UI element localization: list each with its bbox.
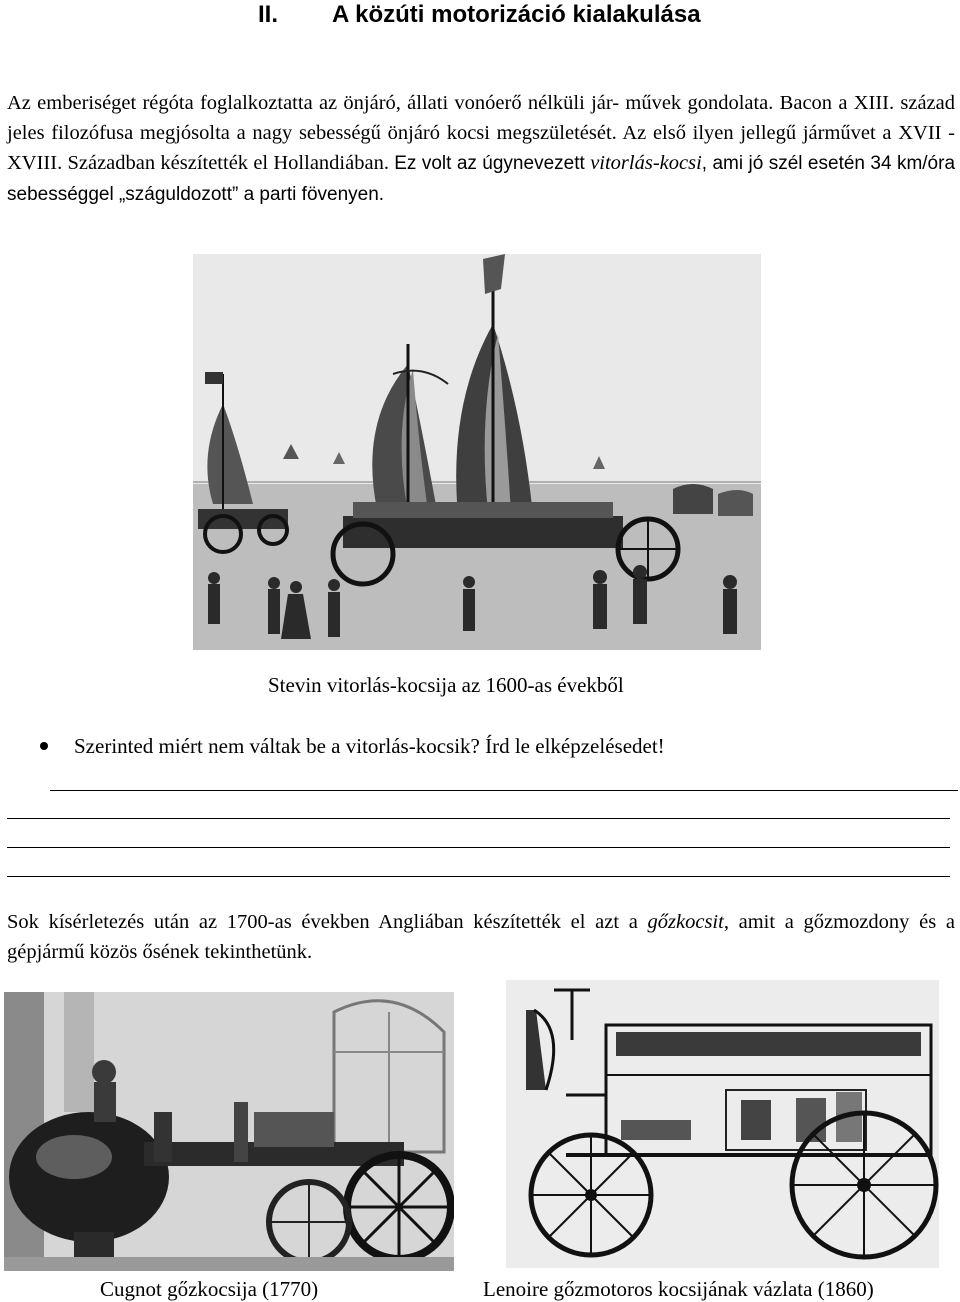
steam-paragraph-start: Sok kísérletezés után az 1700-as években Angliában készítették el azt a xyxy=(7,911,648,933)
cugnot-steam-carriage-image xyxy=(4,992,454,1271)
answer-line-2[interactable] xyxy=(7,818,950,819)
cugnot-illustration xyxy=(4,992,454,1271)
intro-paragraph xyxy=(7,88,955,210)
intro-sentence-2-end: , ami jó szél esetén 34 km/óra sebességgel „száguldozott” a parti fövenyen. xyxy=(7,153,956,205)
steam-car-paragraph xyxy=(7,907,955,967)
figure2-caption: Cugnot gőzkocsija (1770) xyxy=(100,1277,319,1301)
steam-car-term: gőzkocsit xyxy=(647,911,724,933)
section-title: A közúti motorizáció kialakulása xyxy=(332,1,701,28)
intro-sentences: Az emberiséget régóta foglalkoztatta az önjáró, állati vonóerő nélküli jár- művek gondolata. Bacon a XIII. század jeles filozófusa megjósolta a nagy sebességű önjáró kocsi megszületését. Az első ilyen jellegű járművet a XVII - XVIII. Században készítették el Hollandiában. xyxy=(7,92,955,174)
section-heading xyxy=(258,0,701,30)
answer-line-3[interactable] xyxy=(7,847,950,848)
section-number: II. xyxy=(258,1,279,28)
bullet-icon xyxy=(40,742,48,750)
answer-line-1[interactable] xyxy=(50,790,958,791)
steam-paragraph-end: , amit a gőzmozdony és a gépjármű közös ősének tekinthetünk. xyxy=(7,911,955,963)
figure3-caption: Lenoire gőzmotoros kocsijának vázlata (1860) xyxy=(483,1277,874,1301)
intro-sentence-2-start: Ez volt az úgynevezett xyxy=(394,153,591,174)
sailing-carriage-image xyxy=(193,254,761,650)
question-item xyxy=(40,733,665,759)
lenoir-illustration xyxy=(506,980,939,1268)
answer-line-4[interactable] xyxy=(7,876,950,877)
lenoir-carriage-sketch-image xyxy=(506,980,939,1268)
sailing-carriage-illustration xyxy=(193,254,761,650)
figure1-caption: Stevin vitorlás-kocsija az 1600-as évekből xyxy=(268,673,624,697)
intro-term-sailing-car: vitorlás-kocsi xyxy=(590,152,702,174)
question-text: Szerinted miért nem váltak be a vitorlás-kocsik? Írd le elképzelésedet! xyxy=(74,734,665,758)
